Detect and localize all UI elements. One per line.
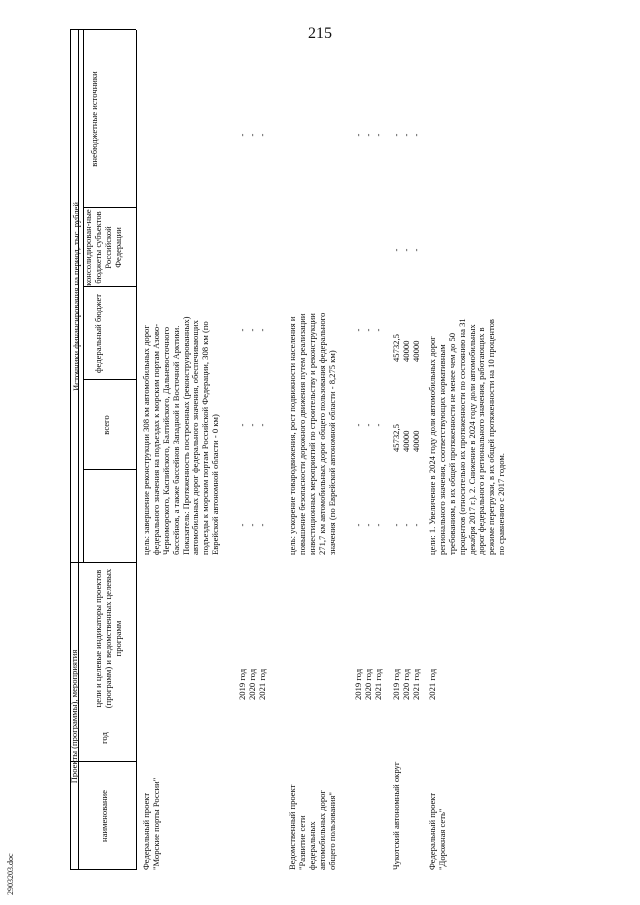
row-road-net-year: 2021 год [427, 668, 437, 700]
cell-dash: - [411, 523, 421, 527]
cell-dash: - [353, 133, 363, 137]
chukotka-total: 40000 [411, 430, 421, 452]
cell-dash: - [373, 423, 383, 427]
cell-dash: - [237, 523, 247, 527]
cell-dash: - [257, 423, 267, 427]
header-federal: федеральный бюджет [93, 293, 103, 374]
cell-dash: - [353, 523, 363, 527]
cell-dash: - [257, 523, 267, 527]
chukotka-federal: 40000 [411, 340, 421, 362]
page-number: 215 [308, 25, 332, 42]
cell-dash: - [373, 523, 383, 527]
header-extra: внебюджетные источники [89, 71, 99, 167]
cell-dash: - [363, 133, 373, 137]
document-footer: 2903203.doc [6, 853, 15, 895]
chukotka-total: 45732,5 [391, 424, 401, 452]
cell-dash: - [237, 133, 247, 137]
cell-dash: - [363, 328, 373, 332]
row-road-net-name: Федеральный проект "Дорожная сеть" [427, 792, 447, 870]
row-chukotka-name: Чукотский автономный округ [391, 761, 401, 870]
row-dept-year: 2021 год [373, 668, 383, 700]
row-sea-ports-name: Федеральный проект "Морские порты России" [141, 777, 161, 870]
row-chukotka-year: 2020 год [401, 668, 411, 700]
header-year: год [99, 732, 109, 744]
header-goals: цели и целевые индикаторы проектов (программ) и ведомственных целевых программ [93, 568, 123, 709]
row-dept-goal: цель: ускорение товародвижения, рост подвижности населения и повышение безопасности дорожного движения путем реализации инвестиционных мероприятий по строительству и реконструкции 271,7 км автомобильных дорог общего пользования федерального значения (по Еврейской автономной области - 8,275 км) [287, 312, 337, 555]
cell-dash: - [373, 328, 383, 332]
header-total: всего [101, 415, 111, 435]
header-bottom-line [136, 30, 137, 870]
cell-dash: - [237, 328, 247, 332]
cell-dash: - [401, 133, 411, 137]
cell-dash: - [247, 523, 257, 527]
header-regional: консолидирован-ные бюджеты субъектов Российской Федерации [83, 209, 123, 286]
header-name: наименование [99, 790, 109, 842]
header-group-divider [83, 30, 84, 563]
cell-dash: - [391, 248, 401, 252]
row-chukotka-year: 2019 год [391, 668, 401, 700]
row-sea-ports-year: 2020 год [247, 668, 257, 700]
cell-dash: - [363, 423, 373, 427]
cell-dash: - [247, 328, 257, 332]
cell-dash: - [237, 423, 247, 427]
row-dept-name: Ведомственный проект "Развитие сети федеральных автомобильных дорог общего пользования" [287, 784, 337, 870]
chukotka-federal: 40000 [401, 340, 411, 362]
rotated-table [70, 30, 630, 870]
cell-dash: - [247, 133, 257, 137]
cell-dash: - [353, 328, 363, 332]
row-sea-ports-year: 2021 год [257, 668, 267, 700]
cell-dash: - [411, 133, 421, 137]
chukotka-total: 40000 [401, 430, 411, 452]
chukotka-federal: 45732,5 [391, 334, 401, 362]
header-projects: Проекты (программы), мероприятия [69, 649, 79, 784]
cell-dash: - [401, 248, 411, 252]
row-dept-year: 2020 год [363, 668, 373, 700]
cell-dash: - [401, 523, 411, 527]
row-dept-year: 2019 год [353, 668, 363, 700]
cell-dash: - [391, 523, 401, 527]
cell-dash: - [391, 133, 401, 137]
header-sources: Источники финансирования на период, тыс. рублей [71, 202, 81, 391]
cell-dash: - [353, 423, 363, 427]
row-sea-ports-year: 2019 год [237, 668, 247, 700]
row-road-net-goal: цели: 1. Увеличение в 2024 году доли автомобильных дорог регионального значения, соответствующих нормативным требованиям, в их общей протяженности не менее чем до 50 процентов (относительно их протяженности по состоянию на 31 декабря 2017 г.). 2. Снижение в 2024 году доли автомобильных дорог федерального и регионального значения, работающих в режиме перегрузки, в их общей протяженности на 10 процентов по сравнению с 2017 годом. [427, 318, 507, 555]
row-sea-ports-goal: цель: завершение реконструкции 308 км автомобильных дорог федерального значения на подъездах к морским портам Азово-Черноморского, Каспийского, Балтийского, Дальневосточного бассейнов, а также бассейнов Западной и Восточной Арктики. Показатель: Протяженность построенных (реконструированных) автомобильных дорог федерального значения, обеспечивающих подъезды к морским портам Российской Федерации, 308 км (по Еврейской автономной области - 0 км) [141, 316, 221, 555]
cell-dash: - [373, 133, 383, 137]
cell-dash: - [257, 133, 267, 137]
cell-dash: - [257, 328, 267, 332]
cell-dash: - [411, 248, 421, 252]
cell-dash: - [363, 523, 373, 527]
row-chukotka-year: 2021 год [411, 668, 421, 700]
cell-dash: - [247, 423, 257, 427]
